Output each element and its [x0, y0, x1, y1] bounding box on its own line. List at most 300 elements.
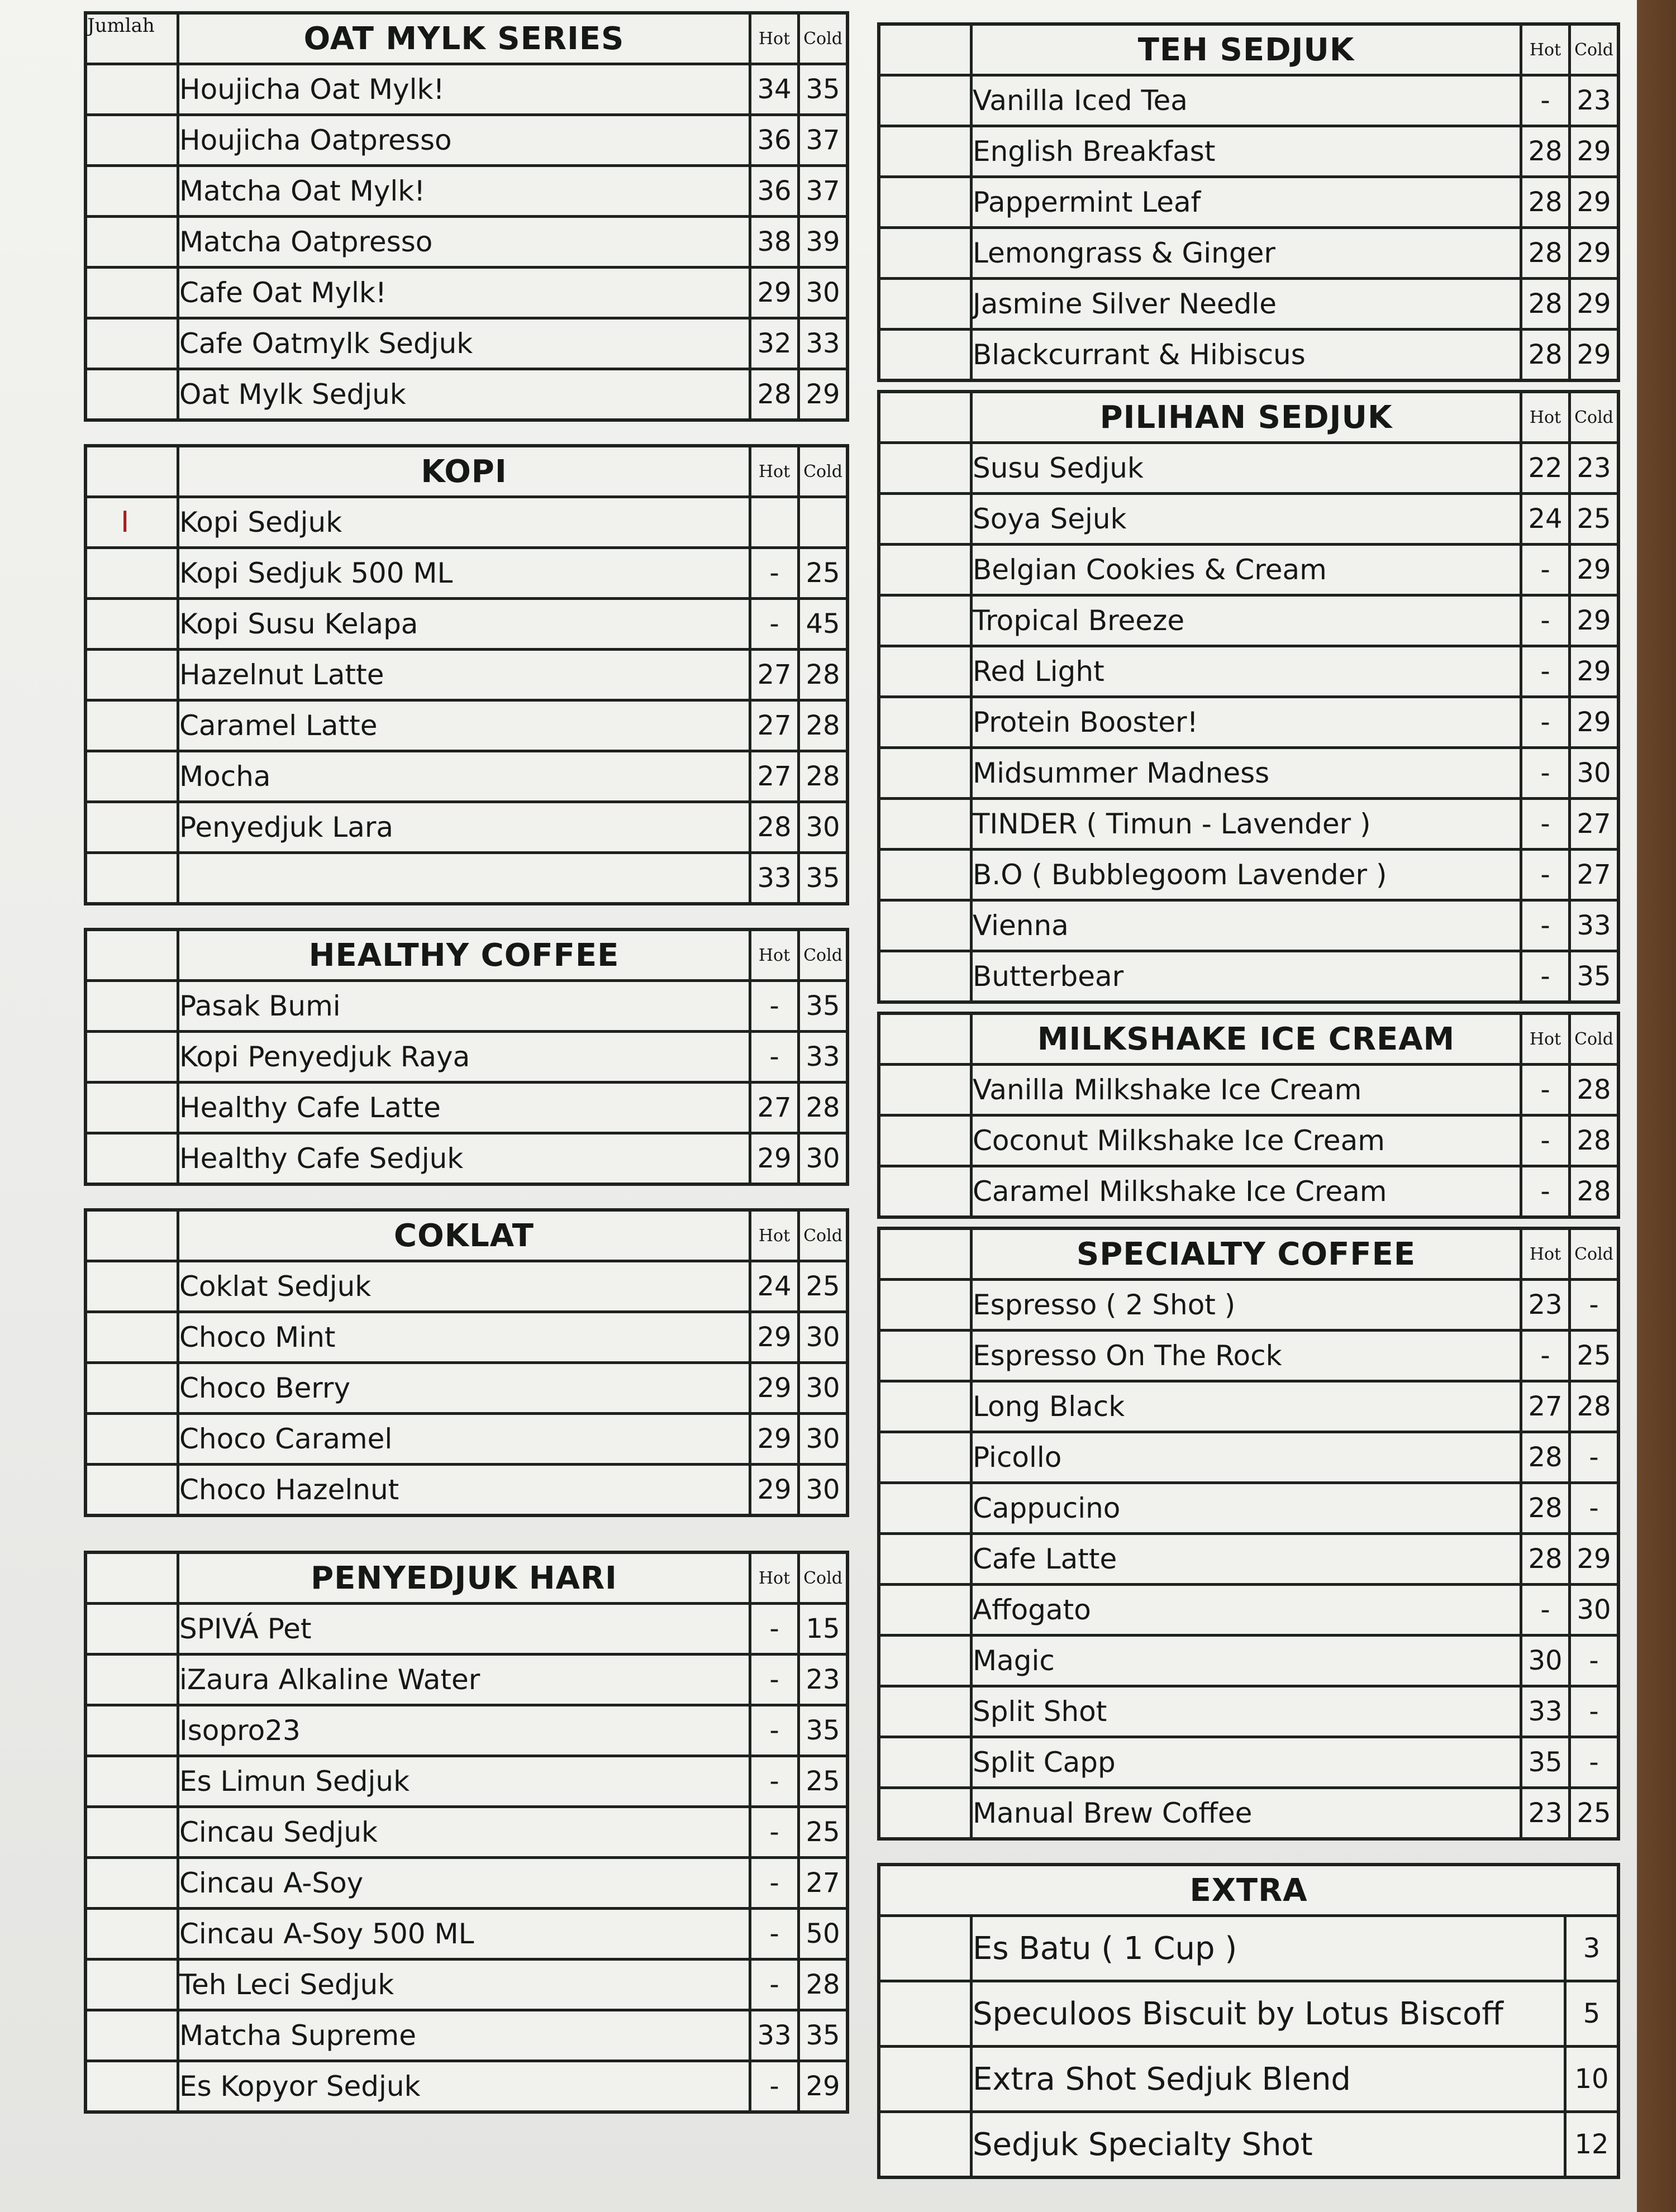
- cold-price: 29: [799, 369, 848, 421]
- hot-price: -: [1521, 1331, 1570, 1381]
- item-name: Kopi Penyedjuk Raya: [178, 1032, 750, 1083]
- item-name: Penyedjuk Lara: [178, 802, 750, 853]
- quantity-header: [85, 1210, 178, 1261]
- menu-row: [879, 646, 1618, 697]
- quantity-box[interactable]: [85, 853, 178, 904]
- hot-header: Hot: [1521, 392, 1570, 443]
- quantity-box[interactable]: [879, 545, 972, 595]
- section-title: OAT MYLK SERIES: [178, 13, 750, 64]
- quantity-box[interactable]: [879, 1483, 972, 1534]
- cold-price: 27: [1570, 799, 1619, 850]
- item-name: Picollo: [972, 1432, 1521, 1483]
- cold-header: Cold: [799, 929, 848, 981]
- quantity-box[interactable]: [879, 1737, 972, 1788]
- item-name: Cafe Oatmylk Sedjuk: [178, 318, 750, 369]
- hot-price: -: [750, 1960, 799, 2010]
- quantity-box[interactable]: [85, 318, 178, 369]
- hot-price: -: [750, 1032, 799, 1083]
- menu-row: [85, 1604, 847, 1655]
- quantity-box[interactable]: [85, 599, 178, 650]
- hot-header: Hot: [750, 1210, 799, 1261]
- hot-price: -: [750, 548, 799, 599]
- quantity-box[interactable]: [85, 1465, 178, 1516]
- menu-row: [879, 1166, 1618, 1218]
- menu-row: [879, 1636, 1618, 1686]
- quantity-box[interactable]: [85, 1032, 178, 1083]
- cold-price: 23: [1570, 443, 1619, 494]
- menu-row: [879, 1115, 1618, 1166]
- quantity-box[interactable]: [85, 1655, 178, 1705]
- item-name: English Breakfast: [972, 126, 1521, 177]
- quantity-box[interactable]: [85, 1807, 178, 1858]
- hot-price: -: [1521, 951, 1570, 1003]
- cold-header: Cold: [1570, 392, 1619, 443]
- quantity-header: [85, 1552, 178, 1604]
- quantity-header: [85, 929, 178, 981]
- hot-price: 29: [750, 1312, 799, 1363]
- quantity-box[interactable]: [85, 369, 178, 421]
- cold-price: 29: [1570, 697, 1619, 748]
- item-name: Espresso On The Rock: [972, 1331, 1521, 1381]
- menu-row: [85, 1807, 847, 1858]
- cold-price: 35: [1570, 951, 1619, 1003]
- menu-row: [85, 115, 847, 166]
- hot-price: 23: [1521, 1788, 1570, 1839]
- cold-price: 25: [799, 1261, 848, 1312]
- item-price: 3: [1565, 1916, 1619, 1981]
- item-name: Oat Mylk Sedjuk: [178, 369, 750, 421]
- cold-price: 28: [799, 700, 848, 751]
- cold-price: -: [1570, 1686, 1619, 1737]
- hot-price: [750, 497, 799, 548]
- hot-price: 27: [1521, 1381, 1570, 1432]
- item-name: Protein Booster!: [972, 697, 1521, 748]
- menu-row: [879, 494, 1618, 545]
- hot-price: 28: [1521, 228, 1570, 279]
- quantity-box[interactable]: [879, 2112, 972, 2178]
- quantity-box[interactable]: [85, 1414, 178, 1465]
- cold-price: 30: [1570, 748, 1619, 799]
- hot-price: -: [750, 599, 799, 650]
- item-name: Cincau A-Soy: [178, 1858, 750, 1909]
- item-name: Es Kopyor Sedjuk: [178, 2061, 750, 2113]
- item-name: Magic: [972, 1636, 1521, 1686]
- quantity-box[interactable]: [879, 951, 972, 1003]
- quantity-box[interactable]: [85, 700, 178, 751]
- item-name: Hazelnut Latte: [178, 650, 750, 700]
- item-name: Jasmine Silver Needle: [972, 279, 1521, 330]
- menu-row: [879, 951, 1618, 1003]
- item-name: Manual Brew Coffee: [972, 1788, 1521, 1839]
- quantity-header: [879, 24, 972, 75]
- item-name: TINDER ( Timun - Lavender ): [972, 799, 1521, 850]
- cold-price: 33: [799, 1032, 848, 1083]
- item-name: Choco Hazelnut: [178, 1465, 750, 1516]
- quantity-box[interactable]: [85, 1261, 178, 1312]
- menu-row: [879, 1737, 1618, 1788]
- cold-price: 35: [799, 1705, 848, 1756]
- hot-price: 28: [750, 802, 799, 853]
- quantity-box[interactable]: [879, 1166, 972, 1218]
- hot-price: -: [750, 1909, 799, 1960]
- item-name: Matcha Oatpresso: [178, 217, 750, 268]
- quantity-box[interactable]: [879, 595, 972, 646]
- quantity-box[interactable]: [879, 646, 972, 697]
- menu-row: [85, 751, 847, 802]
- hot-price: -: [1521, 748, 1570, 799]
- cold-price: -: [1570, 1432, 1619, 1483]
- cold-price: 30: [799, 1312, 848, 1363]
- cold-price: 39: [799, 217, 848, 268]
- menu-row: [85, 369, 847, 421]
- cold-price: 28: [799, 751, 848, 802]
- hot-header: Hot: [1521, 24, 1570, 75]
- hot-price: -: [750, 1858, 799, 1909]
- quantity-box[interactable]: [879, 75, 972, 126]
- item-name: Extra Shot Sedjuk Blend: [972, 2047, 1565, 2112]
- quantity-box[interactable]: [879, 1280, 972, 1331]
- menu-row: [879, 1280, 1618, 1331]
- quantity-box[interactable]: [879, 1788, 972, 1839]
- quantity-box[interactable]: [879, 697, 972, 748]
- cold-price: -: [1570, 1636, 1619, 1686]
- quantity-box[interactable]: [85, 1909, 178, 1960]
- hot-price: 36: [750, 115, 799, 166]
- menu-row: [879, 2047, 1618, 2112]
- quantity-box[interactable]: [85, 497, 178, 548]
- item-name: Houjicha Oatpresso: [178, 115, 750, 166]
- menu-row: [879, 1432, 1618, 1483]
- quantity-box[interactable]: [85, 1363, 178, 1414]
- cold-price: 29: [1570, 1534, 1619, 1585]
- item-name: Cafe Latte: [972, 1534, 1521, 1585]
- cold-price: 28: [799, 1960, 848, 2010]
- hot-price: 27: [750, 751, 799, 802]
- item-name: [178, 853, 750, 904]
- item-name: Speculoos Biscuit by Lotus Biscoff: [972, 1981, 1565, 2047]
- item-name: Sedjuk Specialty Shot: [972, 2112, 1565, 2178]
- hot-header: Hot: [750, 446, 799, 497]
- item-name: Midsummer Madness: [972, 748, 1521, 799]
- item-name: Coconut Milkshake Ice Cream: [972, 1115, 1521, 1166]
- left-column: [84, 11, 849, 2136]
- menu-row: [85, 1312, 847, 1363]
- quantity-box[interactable]: [85, 802, 178, 853]
- quantity-box[interactable]: [879, 1331, 972, 1381]
- item-name: Kopi Sedjuk 500 ML: [178, 548, 750, 599]
- hot-price: -: [750, 1705, 799, 1756]
- hot-price: 28: [1521, 330, 1570, 381]
- menu-row: [879, 75, 1618, 126]
- menu-row: [85, 1655, 847, 1705]
- item-name: Cincau A-Soy 500 ML: [178, 1909, 750, 1960]
- quantity-box[interactable]: [879, 1636, 972, 1686]
- quantity-box[interactable]: [85, 1705, 178, 1756]
- quantity-box[interactable]: [85, 1858, 178, 1909]
- cold-price: 15: [799, 1604, 848, 1655]
- hot-price: 22: [1521, 443, 1570, 494]
- item-name: Butterbear: [972, 951, 1521, 1003]
- quantity-box[interactable]: [85, 981, 178, 1032]
- section-healthy-coffee: [84, 928, 849, 1186]
- quantity-box[interactable]: [85, 268, 178, 318]
- quantity-box[interactable]: [85, 751, 178, 802]
- cold-price: 29: [1570, 330, 1619, 381]
- section-oat-mylk-series: [84, 11, 849, 422]
- quantity-box[interactable]: [879, 228, 972, 279]
- menu-row: [879, 1534, 1618, 1585]
- item-name: Split Shot: [972, 1686, 1521, 1737]
- cold-price: 29: [1570, 646, 1619, 697]
- menu-row: [85, 1960, 847, 2010]
- hot-header: Hot: [1521, 1228, 1570, 1280]
- quantity-box[interactable]: [879, 279, 972, 330]
- item-name: Long Black: [972, 1381, 1521, 1432]
- menu-row: [85, 497, 847, 548]
- hot-price: -: [750, 1807, 799, 1858]
- cold-price: 30: [799, 1414, 848, 1465]
- item-name: Caramel Milkshake Ice Cream: [972, 1166, 1521, 1218]
- quantity-box[interactable]: [85, 2061, 178, 2113]
- cold-header: Cold: [799, 1552, 848, 1604]
- quantity-box[interactable]: [85, 64, 178, 115]
- hot-price: 33: [1521, 1686, 1570, 1737]
- quantity-box[interactable]: [879, 900, 972, 951]
- hot-price: 27: [750, 700, 799, 751]
- cold-price: 27: [799, 1858, 848, 1909]
- hot-price: -: [1521, 900, 1570, 951]
- item-name: Vanilla Iced Tea: [972, 75, 1521, 126]
- item-name: SPIVÁ Pet: [178, 1604, 750, 1655]
- item-name: Coklat Sedjuk: [178, 1261, 750, 1312]
- item-name: Houjicha Oat Mylk!: [178, 64, 750, 115]
- item-name: Healthy Cafe Latte: [178, 1083, 750, 1133]
- section-title: TEH SEDJUK: [972, 24, 1521, 75]
- hot-price: 27: [750, 650, 799, 700]
- hot-price: 29: [750, 1133, 799, 1185]
- quantity-box[interactable]: [879, 1585, 972, 1636]
- item-name: Isopro23: [178, 1705, 750, 1756]
- menu-row: [879, 595, 1618, 646]
- hot-price: -: [750, 2061, 799, 2113]
- cold-price: 35: [799, 853, 848, 904]
- quantity-box[interactable]: [85, 1133, 178, 1185]
- quantity-mark: I: [121, 506, 130, 539]
- menu-row: [879, 1788, 1618, 1839]
- menu-row: [85, 1032, 847, 1083]
- menu-row: [85, 1261, 847, 1312]
- hot-price: 29: [750, 268, 799, 318]
- cold-price: 29: [799, 2061, 848, 2113]
- item-name: Soya Sejuk: [972, 494, 1521, 545]
- cold-price: 29: [1570, 177, 1619, 228]
- cold-price: 25: [799, 548, 848, 599]
- quantity-box[interactable]: [85, 1312, 178, 1363]
- quantity-box[interactable]: [85, 217, 178, 268]
- menu-row: [879, 1981, 1618, 2047]
- hot-price: 28: [1521, 1432, 1570, 1483]
- quantity-box[interactable]: [85, 1756, 178, 1807]
- item-name: Matcha Oat Mylk!: [178, 166, 750, 217]
- section-title: PENYEDJUK HARI: [178, 1552, 750, 1604]
- quantity-box[interactable]: [85, 1604, 178, 1655]
- menu-row: [879, 443, 1618, 494]
- item-name: Split Capp: [972, 1737, 1521, 1788]
- quantity-box[interactable]: [879, 177, 972, 228]
- cold-header: Cold: [1570, 1228, 1619, 1280]
- section-title: PILIHAN SEDJUK: [972, 392, 1521, 443]
- section-teh-sedjuk: [877, 22, 1620, 382]
- cold-price: [799, 497, 848, 548]
- menu-row: [85, 981, 847, 1032]
- cold-price: 25: [799, 1807, 848, 1858]
- cold-price: 35: [799, 981, 848, 1032]
- hot-header: Hot: [750, 1552, 799, 1604]
- cold-price: 25: [1570, 1788, 1619, 1839]
- hot-price: 38: [750, 217, 799, 268]
- cold-price: 23: [1570, 75, 1619, 126]
- cold-price: -: [1570, 1737, 1619, 1788]
- hot-price: -: [1521, 799, 1570, 850]
- item-name: Belgian Cookies & Cream: [972, 545, 1521, 595]
- menu-row: [85, 2061, 847, 2113]
- item-name: Cappucino: [972, 1483, 1521, 1534]
- quantity-box[interactable]: [85, 1083, 178, 1133]
- menu-row: [879, 2112, 1618, 2178]
- quantity-box[interactable]: [879, 1432, 972, 1483]
- cold-price: 37: [799, 166, 848, 217]
- quantity-header: Jumlah: [85, 13, 178, 64]
- menu-row: [879, 1065, 1618, 1115]
- menu-row: [879, 850, 1618, 900]
- quantity-box[interactable]: [879, 1686, 972, 1737]
- hot-price: -: [1521, 1065, 1570, 1115]
- quantity-box[interactable]: [879, 1534, 972, 1585]
- item-name: Kopi Sedjuk: [178, 497, 750, 548]
- item-name: Susu Sedjuk: [972, 443, 1521, 494]
- cold-price: 28: [1570, 1381, 1619, 1432]
- menu-row: [85, 64, 847, 115]
- quantity-box[interactable]: [85, 166, 178, 217]
- quantity-box[interactable]: [879, 1916, 972, 1981]
- item-price: 12: [1565, 2112, 1619, 2178]
- hot-price: 28: [1521, 177, 1570, 228]
- quantity-box[interactable]: [879, 494, 972, 545]
- menu-row: [879, 545, 1618, 595]
- menu-row: [879, 1585, 1618, 1636]
- cold-price: 23: [799, 1655, 848, 1705]
- item-name: Mocha: [178, 751, 750, 802]
- cold-price: 29: [1570, 228, 1619, 279]
- cold-header: Cold: [1570, 24, 1619, 75]
- section-specialty-coffee: [877, 1227, 1620, 1841]
- item-name: Choco Berry: [178, 1363, 750, 1414]
- item-name: Healthy Cafe Sedjuk: [178, 1133, 750, 1185]
- quantity-header: [879, 1228, 972, 1280]
- hot-price: 27: [750, 1083, 799, 1133]
- item-name: Lemongrass & Ginger: [972, 228, 1521, 279]
- cold-price: 27: [1570, 850, 1619, 900]
- menu-row: [879, 126, 1618, 177]
- menu-row: [879, 1381, 1618, 1432]
- quantity-box[interactable]: [85, 2010, 178, 2061]
- cold-price: 30: [799, 1363, 848, 1414]
- item-name: Tropical Breeze: [972, 595, 1521, 646]
- menu-row: [85, 268, 847, 318]
- section-coklat: [84, 1208, 849, 1517]
- quantity-box[interactable]: [879, 1115, 972, 1166]
- item-name: Espresso ( 2 Shot ): [972, 1280, 1521, 1331]
- menu-row: [85, 1909, 847, 1960]
- quantity-box[interactable]: [879, 2047, 972, 2112]
- section-title: SPECIALTY COFFEE: [972, 1228, 1521, 1280]
- menu-row: [85, 650, 847, 700]
- section-title: COKLAT: [178, 1210, 750, 1261]
- quantity-box[interactable]: [85, 115, 178, 166]
- menu-row: [879, 900, 1618, 951]
- cold-price: 25: [1570, 1331, 1619, 1381]
- item-name: Pasak Bumi: [178, 981, 750, 1032]
- quantity-box[interactable]: [879, 1381, 972, 1432]
- quantity-header: [879, 392, 972, 443]
- hot-price: 36: [750, 166, 799, 217]
- quantity-header: [85, 446, 178, 497]
- cold-price: 30: [799, 268, 848, 318]
- cold-price: 29: [1570, 279, 1619, 330]
- quantity-box[interactable]: [879, 1981, 972, 2047]
- quantity-box[interactable]: [879, 799, 972, 850]
- menu-row: [879, 177, 1618, 228]
- quantity-box[interactable]: [879, 748, 972, 799]
- section-kopi: [84, 444, 849, 905]
- menu-row: [879, 748, 1618, 799]
- menu-row: [85, 1705, 847, 1756]
- quantity-box[interactable]: [85, 650, 178, 700]
- hot-price: -: [1521, 1166, 1570, 1218]
- quantity-box[interactable]: [879, 126, 972, 177]
- item-name: Choco Caramel: [178, 1414, 750, 1465]
- menu-row: [85, 1465, 847, 1516]
- hot-price: 35: [1521, 1737, 1570, 1788]
- quantity-box[interactable]: [879, 1065, 972, 1115]
- hot-price: -: [750, 981, 799, 1032]
- menu-row: [85, 548, 847, 599]
- hot-price: 28: [1521, 126, 1570, 177]
- hot-price: 29: [750, 1363, 799, 1414]
- item-name: Caramel Latte: [178, 700, 750, 751]
- cold-price: 25: [799, 1756, 848, 1807]
- menu-row: [879, 228, 1618, 279]
- quantity-box[interactable]: [85, 548, 178, 599]
- menu-row: [879, 1483, 1618, 1534]
- menu-row: [879, 1686, 1618, 1737]
- hot-price: 32: [750, 318, 799, 369]
- quantity-box[interactable]: [879, 443, 972, 494]
- cold-header: Cold: [1570, 1013, 1619, 1065]
- menu-row: [85, 1363, 847, 1414]
- quantity-box[interactable]: [879, 330, 972, 381]
- cold-price: 29: [1570, 545, 1619, 595]
- section-title: KOPI: [178, 446, 750, 497]
- menu-row: [85, 166, 847, 217]
- item-name: Pappermint Leaf: [972, 177, 1521, 228]
- item-name: Affogato: [972, 1585, 1521, 1636]
- cold-price: 25: [1570, 494, 1619, 545]
- item-name: Vanilla Milkshake Ice Cream: [972, 1065, 1521, 1115]
- quantity-box[interactable]: [879, 850, 972, 900]
- menu-row: [85, 1414, 847, 1465]
- quantity-box[interactable]: [85, 1960, 178, 2010]
